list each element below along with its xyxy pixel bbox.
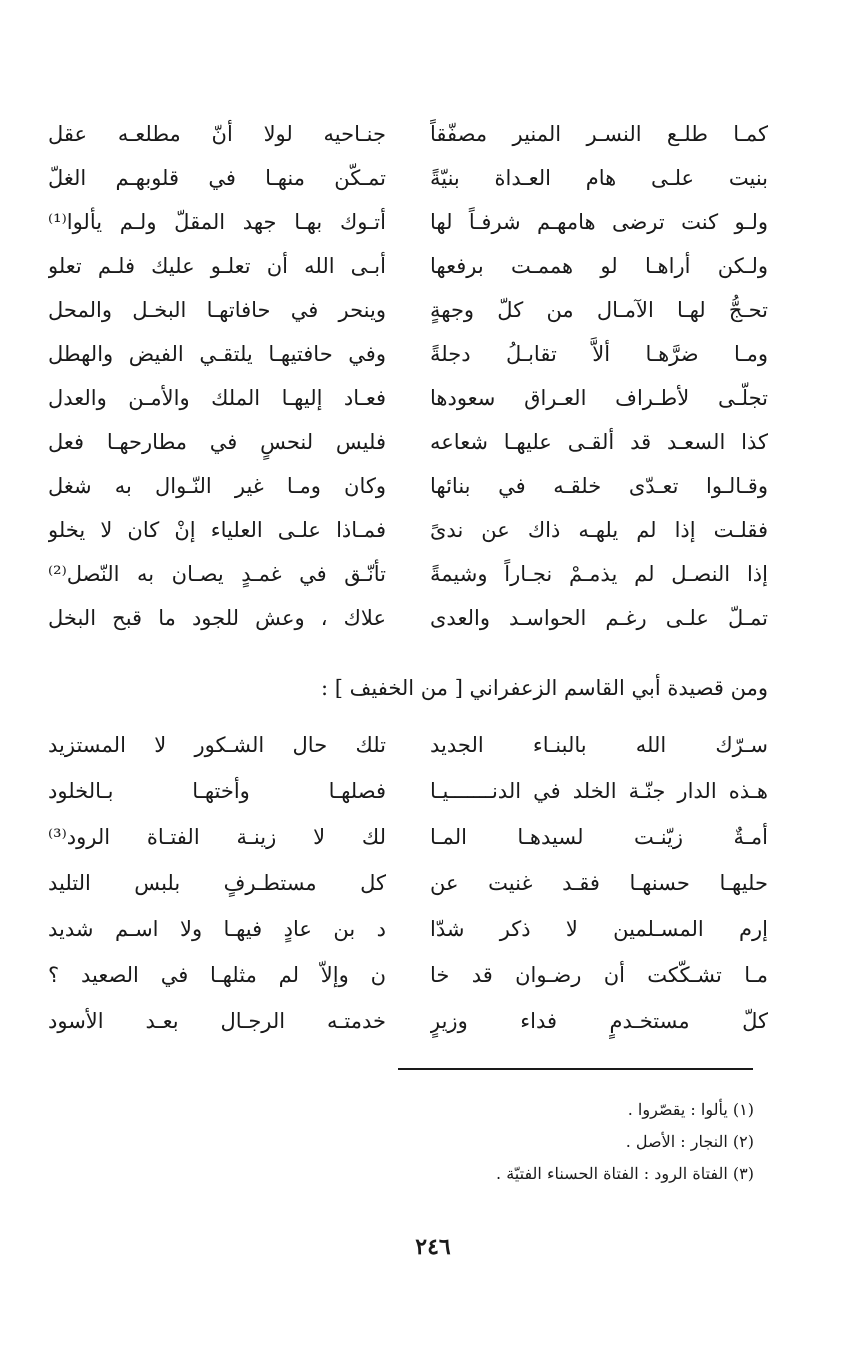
verse-row	[48, 112, 768, 156]
verse-row	[48, 244, 768, 288]
footnote: (١) يألوا : يقصّروا .	[627, 1100, 754, 1119]
verse-first-hemistich: كلّ مستخـدمٍ فداء وزيرٍ	[430, 1009, 768, 1033]
verse-row	[48, 156, 768, 200]
verse-second-hemistich: أتـوك بهـا جهد المقلّ ولـم يألوا⁽¹⁾	[48, 210, 386, 234]
verse-first-hemistich: وقـالـوا تعـدّى خلقـه في بنائها	[430, 474, 768, 498]
verse-second-hemistich: جنـاحيه لولا أنّ مطلعـه عقل	[48, 122, 386, 146]
verse-second-hemistich: فصلهـا وأختهـا بـالخلود	[48, 779, 386, 803]
verse-first-hemistich: سـرّك الله بالبنـاء الجديد	[430, 733, 768, 757]
verse-first-hemistich: إذا النصـل لم يذمـمْ نجـاراً وشيمةً	[430, 562, 768, 586]
verse-second-hemistich: لك لا زينـة الفتـاة الرود⁽³⁾	[48, 825, 386, 849]
verse-first-hemistich: فقلـت إذا لم يلهـه ذاك عن ندىً	[430, 518, 768, 542]
verse-second-hemistich: وفي حافتيهـا يلتقـي الفيض والهطل	[48, 342, 386, 366]
verse-first-hemistich: أمـةٌ زيّنـت لسيدهـا المـا	[430, 825, 768, 849]
footnote-divider	[398, 1068, 753, 1070]
verse-second-hemistich: تأنّـق في غمـدٍ يصـان به النّصل⁽²⁾	[48, 562, 386, 586]
verse-first-hemistich: كذا السعـد قد ألقـى عليهـا شعاعه	[430, 430, 768, 454]
verse-first-hemistich: هـذه الدار جنّـة الخلد في الدنـــــــيـا	[430, 779, 768, 803]
verse-second-hemistich: د بن عادٍ فيهـا ولا اسـم شديد	[48, 917, 386, 941]
verse-first-hemistich: تمـلّ علـى رغـم الحواسـد والعدى	[430, 606, 768, 630]
verse-first-hemistich: ولـو كنت ترضى هامهـم شرفـاً لها	[430, 210, 768, 234]
poem-introduction: ومن قصيدة أبي القاسم الزعفراني [ من الخفيف ] :	[321, 676, 768, 700]
verse-row	[48, 376, 768, 420]
verse-second-hemistich: علاك ، وعش للجود ما قبح البخل	[48, 606, 386, 630]
verse-row	[48, 768, 768, 814]
poem-verses-second	[48, 722, 768, 1044]
verse-second-hemistich: وينحر في حافاتهـا البخـل والمحل	[48, 298, 386, 322]
verse-row	[48, 952, 768, 998]
verse-first-hemistich: تحـجُّ لهـا الآمـال من كلّ وجهةٍ	[430, 298, 768, 322]
verse-row	[48, 464, 768, 508]
verse-second-hemistich: تمـكّن منهـا في قلوبهـم الغلّ	[48, 166, 386, 190]
verse-second-hemistich: ن وإلاّ لم مثلهـا في الصعيد ؟	[48, 963, 386, 987]
verse-second-hemistich: كل مستطـرفٍ بلبس التليد	[48, 871, 386, 895]
verse-second-hemistich: تلك حال الشـكور لا المستزيد	[48, 733, 386, 757]
verse-first-hemistich: كمـا طلـع النسـر المنير مصفّقاً	[430, 122, 768, 146]
verse-first-hemistich: حليهـا حسنهـا فقـد غنيت عن	[430, 871, 768, 895]
verse-row	[48, 508, 768, 552]
verse-second-hemistich: فمـاذا علـى العلياء إنْ كان لا يخلو	[48, 518, 386, 542]
verse-row	[48, 332, 768, 376]
verse-row	[48, 998, 768, 1044]
verse-row	[48, 814, 768, 860]
verse-second-hemistich: فعـاد إليهـا الملك والأمـن والعدل	[48, 386, 386, 410]
footnotes	[100, 1094, 754, 1190]
verse-row	[48, 288, 768, 332]
verse-row	[48, 200, 768, 244]
verse-second-hemistich: أبـى الله أن تعلـو عليك فلـم تعلو	[48, 254, 386, 278]
verse-first-hemistich: مـا تشـكّكت أن رضـوان قد خا	[430, 963, 768, 987]
poem-verses-first	[48, 112, 768, 640]
verse-first-hemistich: ومـا ضرَّهـا ألاَّ تقابـلُ دجلةً	[430, 342, 768, 366]
verse-row	[48, 552, 768, 596]
verse-second-hemistich: وكان ومـا غير النّـوال به شغل	[48, 474, 386, 498]
verse-row	[48, 420, 768, 464]
page-number: ٢٤٦	[415, 1234, 451, 1260]
verse-first-hemistich: بنيت علـى هام العـداة بنيّةً	[430, 166, 768, 190]
verse-second-hemistich: خدمتـه الرجـال بعـد الأسود	[48, 1009, 386, 1033]
verse-first-hemistich: تجلّـى لأطـراف العـراق سعودها	[430, 386, 768, 410]
footnote: (٢) النجار : الأصل .	[625, 1132, 754, 1151]
verse-row	[48, 906, 768, 952]
verse-row	[48, 596, 768, 640]
verse-row	[48, 722, 768, 768]
verse-row	[48, 860, 768, 906]
verse-second-hemistich: فليس لنحسٍ في مطارحهـا فعل	[48, 430, 386, 454]
verse-first-hemistich: ولـكن أراهـا لو هممـت برفعها	[430, 254, 768, 278]
footnote: (٣) الفتاة الرود : الفتاة الحسناء الفتيّة .	[496, 1164, 754, 1183]
verse-first-hemistich: إرم المسـلمين لا ذكر شدّا	[430, 917, 768, 941]
